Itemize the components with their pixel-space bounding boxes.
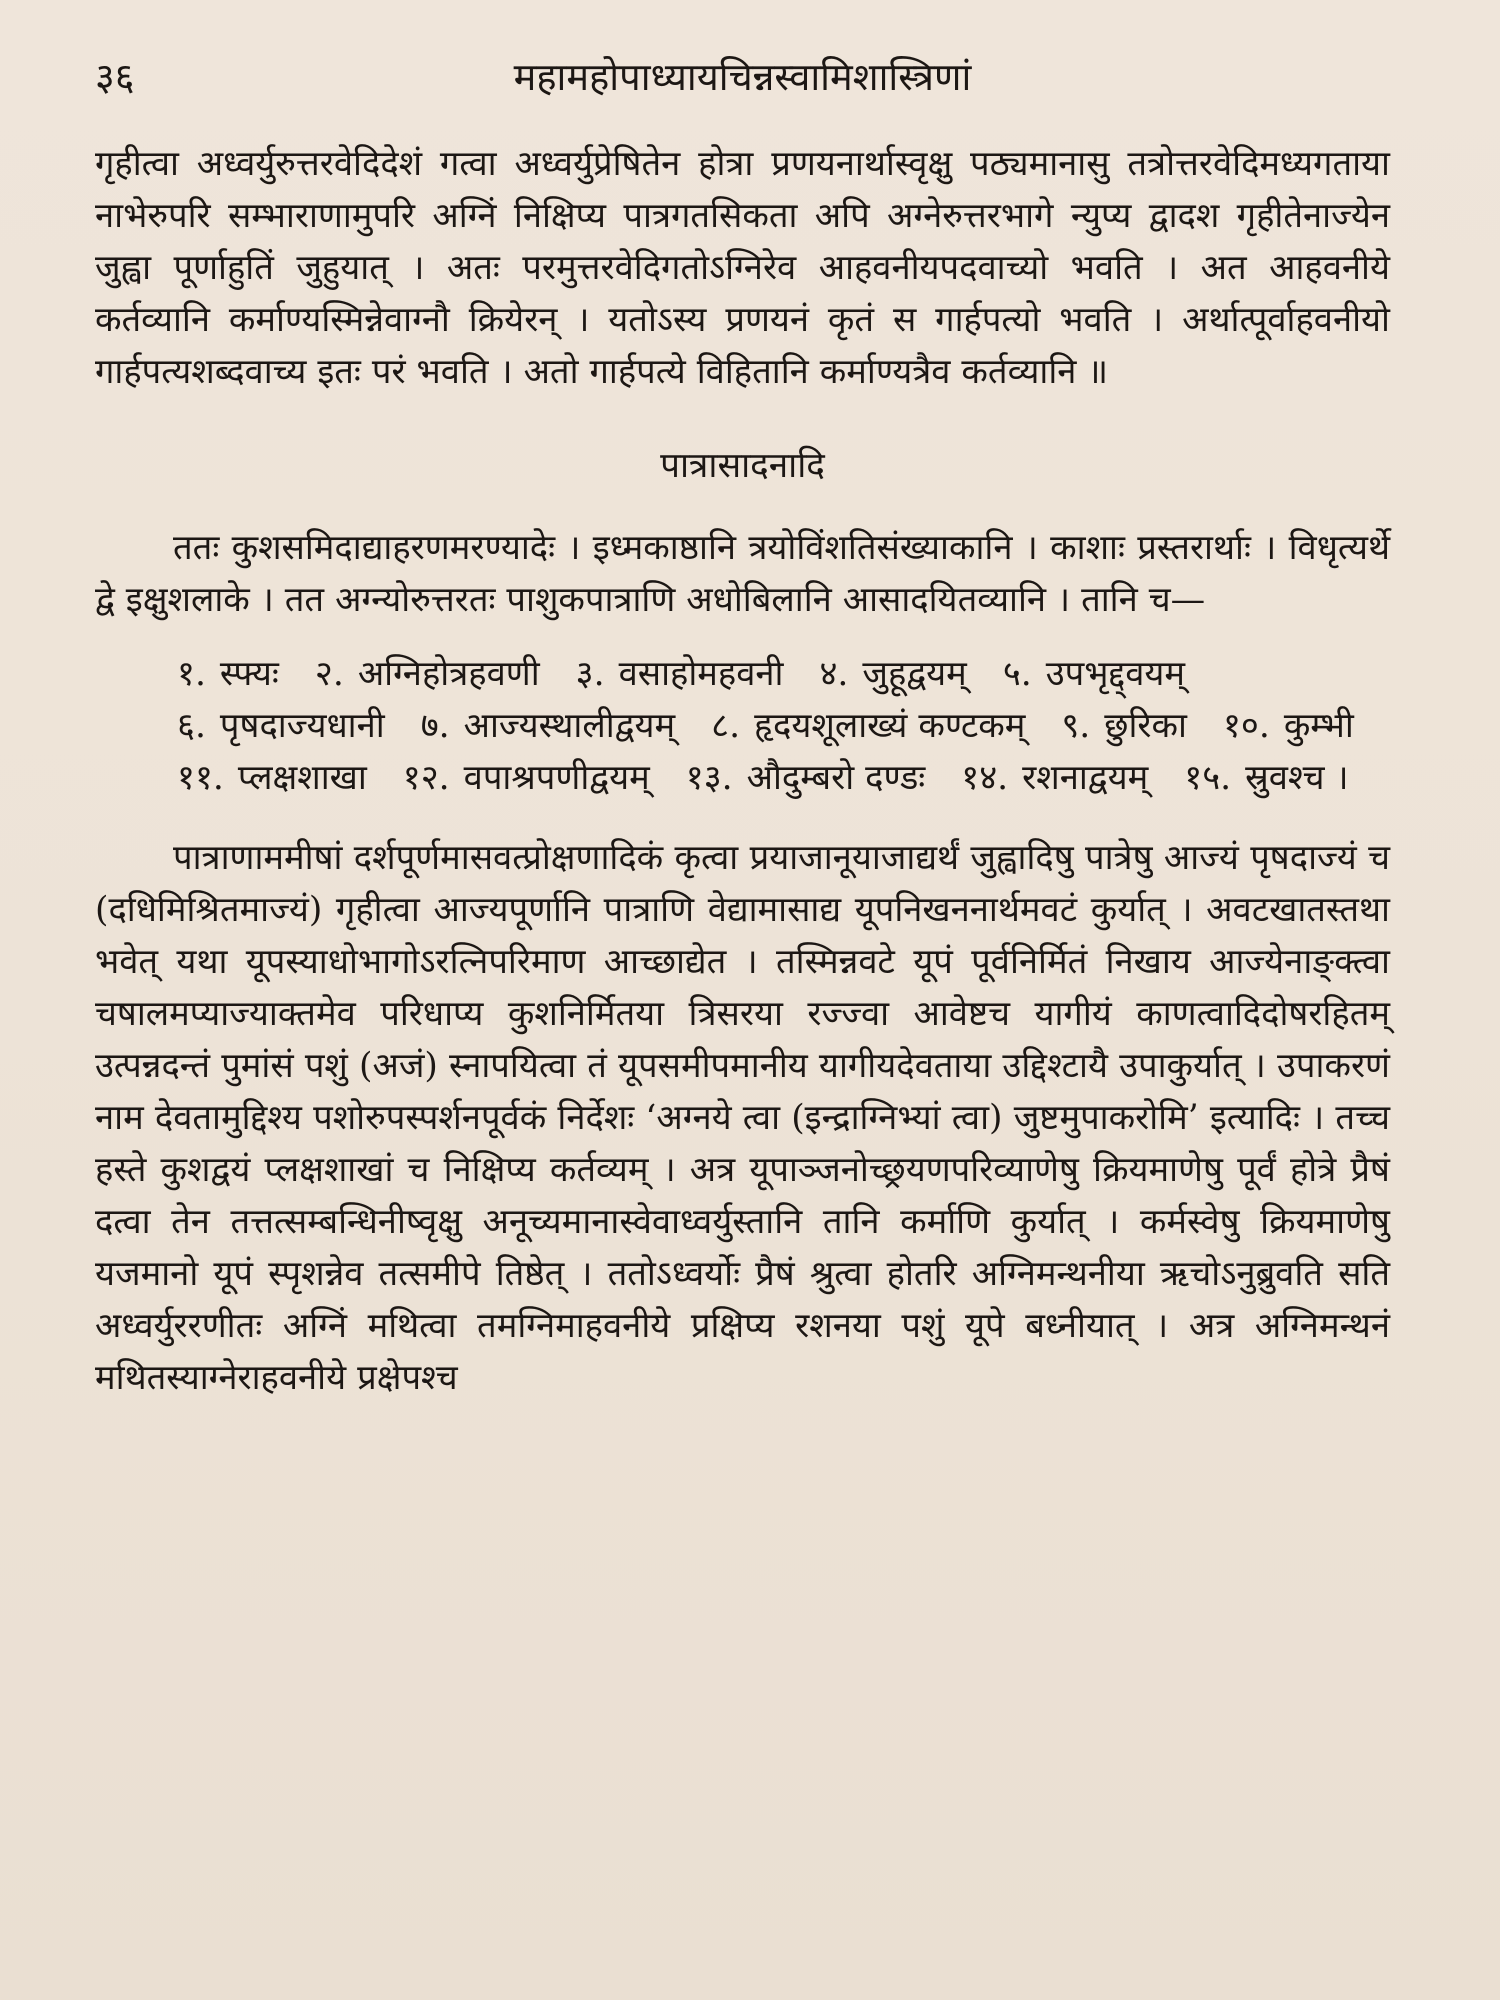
list-item <box>177 648 279 700</box>
item-text: कुम्भी <box>1283 706 1354 746</box>
item-number: १. <box>177 654 206 694</box>
list-item <box>1061 700 1187 752</box>
list-item <box>686 752 926 804</box>
item-text: जुहूद्वयम् <box>862 654 967 694</box>
list-item <box>1184 752 1348 804</box>
item-number: ८. <box>711 706 741 746</box>
paragraph-3: पात्राणाममीषां दर्शपूर्णमासवत्प्रोक्षणादिकं कृत्वा प्रयाजानूयाजाद्यर्थं जुह्वादिषु पात्रेषु आज्यं पृषदाज्यं च (दधिमिश्रितमाज्यं) गृहीत्वा आज्यपूर्णानि पात्राणि वेद्यामासाद्य यूपनिखननार्थमवटं कुर्यात् । अवटखातस्तथा भवेत् यथा यूपस्याधोभागोऽरत्निपरिमाण आच्छाद्येत । तस्मिन्नवटे यूपं पूर्वनिर्मितं निखाय आज्येनाङ्क्त्वा चषालमप्याज्याक्तमेव परिधाप्य कुशनिर्मितया त्रिसरया रज्ज्वा आवेष्टच यागीयं काणत्वादिदोषरहितम् उत्पन्नदन्तं पुमांसं पशुं (अजं) स्नापयित्वा तं यूपसमीपमानीय यागीयदेवताया उद्दिश्टायै उपाकुर्यात् । उपाकरणं नाम देवतामुद्दिश्य पशोरुपस्पर्शनपूर्वकं निर्देशः ‘अग्नये त्वा (इन्द्राग्निभ्यां त्वा) जुष्टमुपाकरोमि’ इत्यादिः । तच्च हस्ते कुशद्वयं प्लक्षशाखां च निक्षिप्य कर्तव्यम् । अत्र यूपाञ्जनोच्छ्रयणपरिव्याणेषु क्रियमाणेषु पूर्वं होत्रे प्रैषं दत्वा तेन तत्तत्सम्बन्धिनीष्वृक्षु अनूच्यमानास्वेवाध्वर्युस्तानि तानि कर्माणि कुर्यात् । कर्मस्वेषु क्रियमाणेषु यजमानो यूपं स्पृशन्नेव तत्समीपे तिष्ठेत् । ततोऽध्वर्योः प्रैषं श्रुत्वा होतरि अग्निमन्थनीया ऋचोऽनुब्रुवति सति अध्वर्युररणीतः अग्निं मथित्वा तमग्निमाहवनीये प्रक्षिप्य रशनया पशुं यूपे बध्नीयात् । अत्र अग्निमन्थनं मथितस्याग्नेराहवनीये प्रक्षेपश्च <box>95 838 1390 1398</box>
list-item <box>711 700 1025 752</box>
paragraph-1: गृहीत्वा अध्वर्युरुत्तरवेदिदेशं गत्वा अध्वर्युप्रेषितेन होत्रा प्रणयनार्थास्वृक्षु पठ्यमानासु तत्रोत्तरवेदिमध्यगताया नाभेरुपरि सम्भाराणामुपरि अग्निं निक्षिप्य पात्रगतसिकता अपि अग्नेरुत्तरभागे न्युप्य द्वादश गृहीतेनाज्येन जुह्वा पूर्णाहुतिं जुहुयात् । अतः परमुत्तरवेदिगतोऽग्निरेव आहवनीयपदवाच्यो भवति । अत आहवनीये कर्तव्यानि कर्माण्यस्मिन्नेवाग्नौ क्रियेरन् । यतोऽस्य प्रणयनं कृतं स गार्हपत्यो भवति । अर्थात्पूर्वाहवनीयो गार्हपत्यशब्दवाच्य इतः परं भवति । अतो गार्हपत्ये विहितानि कर्माण्यत्रैव कर्तव्यानि ॥ <box>95 144 1390 392</box>
item-number: १०. <box>1222 706 1270 746</box>
item-text: वपाश्रपणीद्वयम् <box>463 758 650 798</box>
item-text: अग्निहोत्रहवणी <box>357 654 540 694</box>
list-item <box>819 648 966 700</box>
running-title: महामहोपाध्यायचिन्नस्वामिशास्त्रिणां <box>513 55 972 99</box>
list-item <box>403 752 650 804</box>
vessel-list <box>95 648 1390 804</box>
item-text: स्फ्यः <box>219 654 279 694</box>
item-number: १४. <box>961 758 1009 798</box>
list-item <box>315 648 540 700</box>
list-item <box>576 648 784 700</box>
list-item <box>961 752 1148 804</box>
item-number: १२. <box>402 758 450 798</box>
item-number: ७. <box>420 706 450 746</box>
item-text: पृषदाज्यधानी <box>219 706 385 746</box>
item-text: स्रुवश्च । <box>1245 758 1349 798</box>
paragraph-2: ततः कुशसमिदाद्याहरणमरण्यादेः । इध्मकाष्ठानि त्रयोविंशतिसंख्याकानि । काशाः प्रस्तरार्थाः । विधृत्यर्थे द्वे इक्षुशलाके । तत अग्न्योरुत्तरतः पाशुकपात्राणि अधोबिलानि आसादयितव्यानि । तानि च— <box>95 528 1390 620</box>
item-number: ३. <box>575 654 605 694</box>
page-number: ३६ <box>95 55 135 99</box>
item-number: ६. <box>177 706 206 746</box>
item-number: ५. <box>1002 654 1032 694</box>
item-number: ९. <box>1061 706 1091 746</box>
page-header <box>95 50 1390 110</box>
section-heading: पात्रासादनादि <box>660 446 825 486</box>
item-text: आज्यस्थालीद्वयम् <box>463 706 676 746</box>
item-number: १३. <box>685 758 733 798</box>
list-item <box>421 700 675 752</box>
item-text: औदुम्बरो दण्डः <box>746 758 926 798</box>
item-number: १५. <box>1184 758 1232 798</box>
list-item <box>1223 700 1354 752</box>
item-number: २. <box>314 654 344 694</box>
item-text: रशनाद्वयम् <box>1022 758 1149 798</box>
list-item <box>177 700 385 752</box>
list-item <box>177 752 367 804</box>
item-number: ११. <box>177 758 224 798</box>
item-text: हृदयशूलाख्यं कण्टकम् <box>754 706 1026 746</box>
item-number: ४. <box>819 654 849 694</box>
item-text: प्लक्षशाखा <box>237 758 367 798</box>
item-text: उपभृद्द्वयम् <box>1045 654 1186 694</box>
item-text: वसाहोमहवनी <box>618 654 784 694</box>
page-body <box>95 138 1390 1960</box>
list-item <box>1003 648 1185 700</box>
item-text: छुरिका <box>1104 706 1187 746</box>
